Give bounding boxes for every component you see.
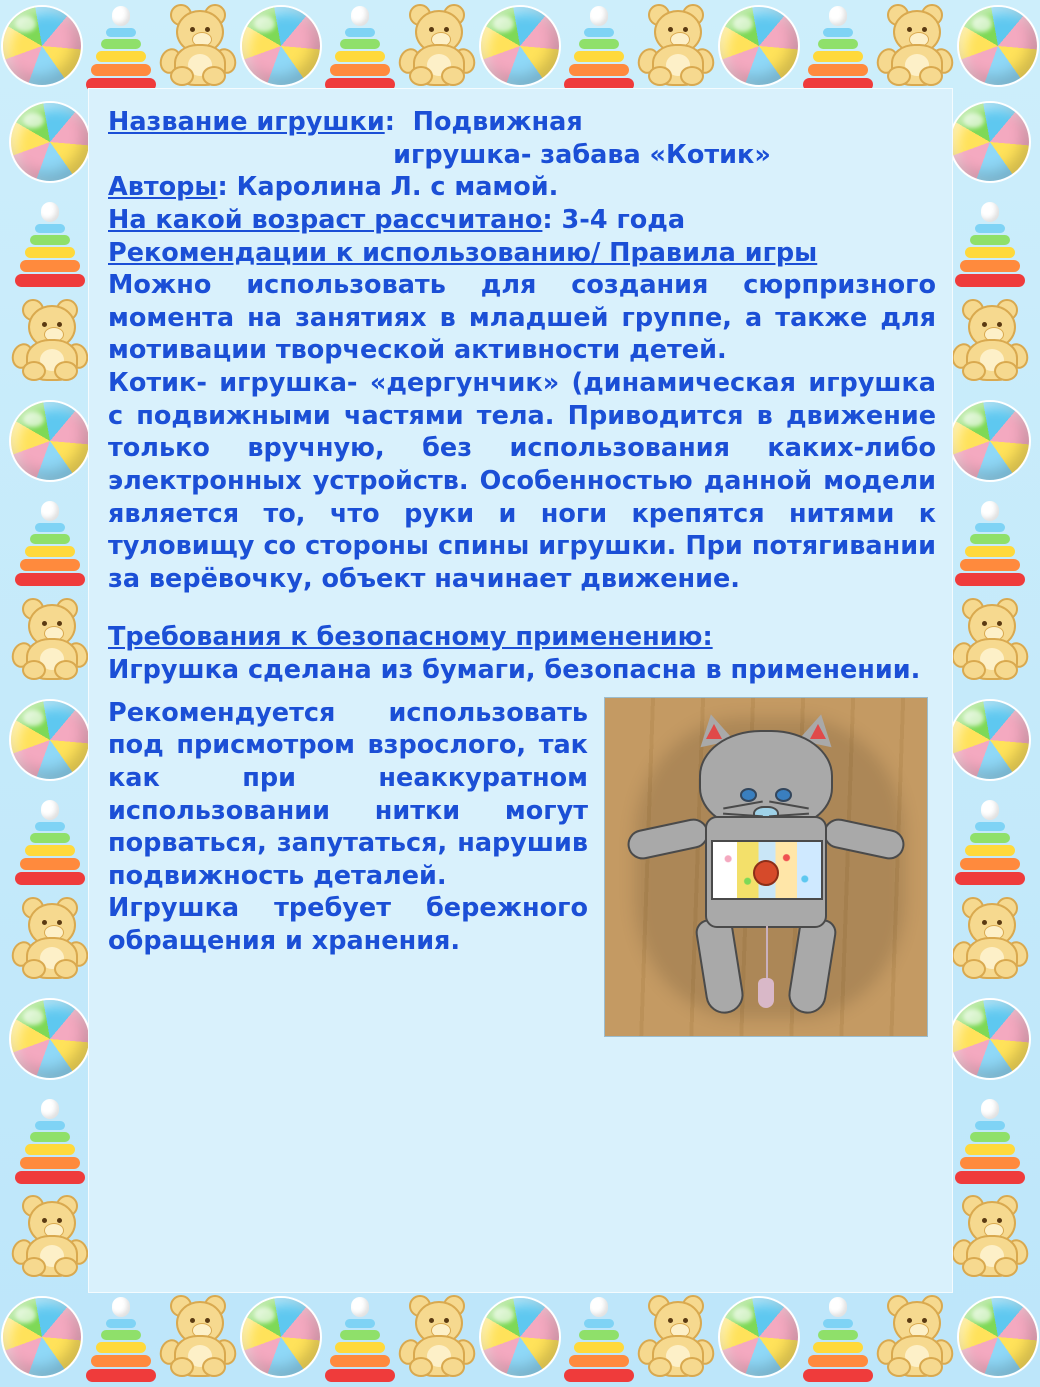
stacking-rings-icon — [954, 1099, 1026, 1179]
field-recommendations-label: Рекомендации к использованию/ Правила игры — [108, 237, 818, 268]
stacking-rings-icon — [802, 6, 874, 86]
stacking-rings-icon — [324, 1297, 396, 1377]
safety-column-text-block — [108, 697, 588, 958]
decorative-border-left — [0, 92, 100, 1287]
beach-ball-icon — [479, 5, 561, 87]
field-authors-value: Каролина Л. с мамой. — [236, 172, 559, 203]
beach-ball-icon — [949, 400, 1031, 482]
cat-leg-right — [786, 915, 839, 1016]
decorative-border-top — [0, 0, 1040, 92]
beach-ball-icon — [240, 1296, 322, 1378]
field-age-label: На какой возраст рассчитано — [108, 204, 543, 235]
beach-ball-icon — [9, 699, 91, 781]
field-authors-label: Авторы — [108, 172, 218, 203]
stacking-rings-icon — [954, 501, 1026, 581]
teddy-bear-icon — [10, 600, 90, 680]
stacking-rings-icon — [14, 1099, 86, 1179]
paragraph-usage: Можно использовать для создания сюрпризного момента на занятиях в младшей группе, а также для мотивации творческой активности детей. — [108, 270, 936, 366]
safety-column-text2: Игрушка требует бережного обращения и хранения. — [108, 893, 588, 956]
cat-eye-right — [740, 788, 757, 802]
decorative-border-right — [940, 92, 1040, 1287]
stacking-rings-icon — [563, 1297, 635, 1377]
beach-ball-icon — [240, 5, 322, 87]
cat-head — [699, 730, 833, 830]
beach-ball-icon — [9, 400, 91, 482]
safety-heading: Требования к безопасному применению: — [108, 622, 713, 653]
beach-ball-icon — [718, 5, 800, 87]
teddy-bear-icon — [875, 6, 955, 86]
stacking-rings-icon — [563, 6, 635, 86]
pull-cord-tassel — [758, 978, 774, 1008]
beach-ball-icon — [957, 1296, 1039, 1378]
teddy-bear-icon — [10, 899, 90, 979]
teddy-bear-icon — [636, 6, 716, 86]
field-recommendations-heading — [108, 237, 936, 270]
teddy-bear-icon — [875, 1297, 955, 1377]
cat-leg-left — [694, 915, 747, 1016]
stacking-rings-icon — [802, 1297, 874, 1377]
paper-cat-toy-icon — [641, 712, 891, 1022]
beach-ball-icon — [479, 1296, 561, 1378]
teddy-bear-icon — [950, 899, 1030, 979]
beach-ball-icon — [949, 998, 1031, 1080]
beach-ball-icon — [9, 101, 91, 183]
beach-ball-icon — [1, 1296, 83, 1378]
field-age — [108, 204, 936, 237]
beach-ball-icon — [718, 1296, 800, 1378]
cat-body — [705, 816, 827, 928]
safety-column-text: Рекомендуется использовать под присмотром взрослого, так как при неаккуратном использовании нитки могут порваться, запутаться, нарушив подвижность деталей. — [108, 697, 588, 891]
cat-button — [753, 860, 779, 886]
document-body — [108, 106, 936, 1037]
teddy-bear-icon — [10, 1197, 90, 1277]
beach-ball-icon — [9, 998, 91, 1080]
stacking-rings-icon — [324, 6, 396, 86]
beach-ball-icon — [1, 5, 83, 87]
field-age-sep: : — [542, 204, 553, 235]
field-toy-name-value: Подвижная — [412, 107, 583, 137]
teddy-bear-icon — [950, 301, 1030, 381]
teddy-bear-icon — [158, 1297, 238, 1377]
field-toy-name — [108, 106, 936, 139]
stacking-rings-icon — [954, 800, 1026, 880]
paragraph-description: Котик- игрушка- «дергунчик» (динамическая игрушка с подвижными частями тела. Приводится в движение только вручную, без использования каких-либо электронных устройств. Особенностью данной модели является то, что руки и ноги крепятся нитями к туловищу со стороны спины игрушки. При потягивании за верёвочку, объект начинает движение. — [108, 368, 936, 594]
safety-photo-block — [108, 697, 936, 1037]
content-card — [88, 88, 953, 1293]
beach-ball-icon — [949, 699, 1031, 781]
stacking-rings-icon — [14, 800, 86, 880]
cat-ear-inner-left — [706, 724, 722, 739]
teddy-bear-icon — [10, 301, 90, 381]
field-authors — [108, 171, 936, 204]
teddy-bear-icon — [950, 600, 1030, 680]
safety-text: Игрушка сделана из бумаги, безопасна в применении. — [108, 655, 921, 685]
pull-cord — [766, 926, 768, 982]
beach-ball-icon — [949, 101, 1031, 183]
teddy-bear-icon — [636, 1297, 716, 1377]
field-toy-name-label: Название игрушки — [108, 107, 385, 137]
field-toy-name-value-line2: игрушка- забава «Котик» — [393, 139, 771, 170]
teddy-bear-icon — [158, 6, 238, 86]
stacking-rings-icon — [954, 202, 1026, 282]
cat-ear-inner-right — [810, 724, 826, 739]
field-toy-name-sep: : — [384, 107, 395, 137]
stacking-rings-icon — [14, 202, 86, 282]
field-authors-sep: : — [217, 172, 228, 203]
field-age-value: 3-4 года — [561, 204, 686, 235]
toy-photo — [604, 697, 928, 1037]
stacking-rings-icon — [14, 501, 86, 581]
teddy-bear-icon — [397, 1297, 477, 1377]
teddy-bear-icon — [397, 6, 477, 86]
teddy-bear-icon — [950, 1197, 1030, 1277]
cat-eye-left — [775, 788, 792, 802]
stacking-rings-icon — [85, 1297, 157, 1377]
stacking-rings-icon — [85, 6, 157, 86]
beach-ball-icon — [957, 5, 1039, 87]
decorative-border-bottom — [0, 1287, 1040, 1387]
